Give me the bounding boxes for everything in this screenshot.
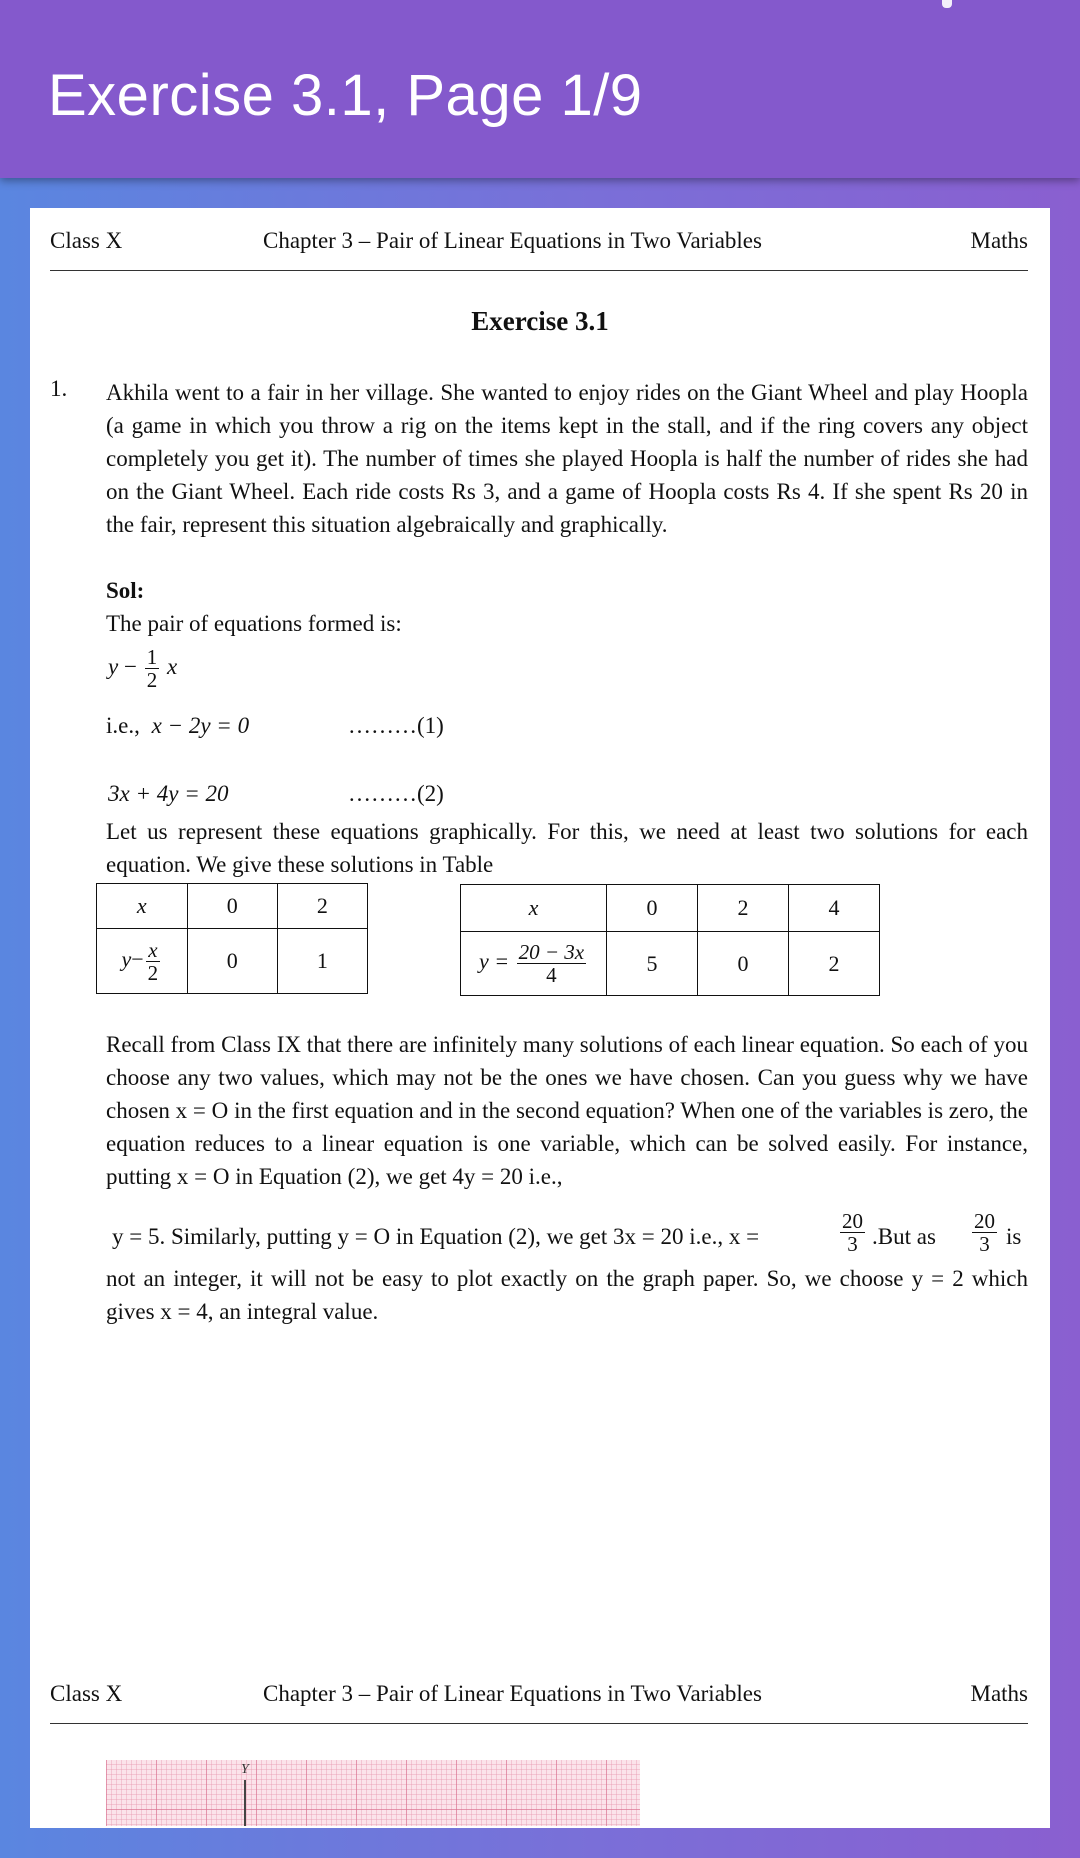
eq0-denominator: 2 bbox=[146, 668, 158, 692]
eq2-tag: ………(2) bbox=[348, 781, 444, 806]
as-frac-den: 3 bbox=[979, 1232, 990, 1256]
graph-axis-label: Y bbox=[241, 1762, 249, 1777]
equation-0: y − $\frac{1}{2}$ x bbox=[108, 645, 178, 692]
table2-frac-den: 4 bbox=[546, 963, 557, 987]
equation-2: 3x + 4y = 20 bbox=[108, 781, 229, 806]
table1-fraction bbox=[146, 939, 161, 984]
footer-class: Class X bbox=[50, 1681, 123, 1706]
as-fraction bbox=[972, 1210, 997, 1255]
table2-fraction bbox=[517, 941, 587, 986]
footer-subject: Maths bbox=[970, 1681, 1028, 1706]
x-fraction bbox=[840, 1210, 865, 1255]
question-number: 1. bbox=[50, 376, 68, 401]
page-header bbox=[50, 228, 1028, 258]
header-divider bbox=[50, 270, 1028, 271]
table2-row1-head: x bbox=[461, 885, 607, 932]
table2-y: y = bbox=[478, 948, 510, 974]
solution-label: Sol: bbox=[106, 578, 145, 603]
similarly-a: y = 5. Similarly, putting y = O in Equation (2), we get 3x = 20 i.e., x = bbox=[112, 1224, 760, 1249]
status-bar-indicator bbox=[942, 0, 952, 8]
table2-cell: 0 bbox=[698, 932, 789, 996]
eq0-fraction bbox=[145, 646, 160, 691]
graph-y-axis bbox=[244, 1780, 246, 1826]
table1-row2-head: y− $\frac{x}{2}$ bbox=[97, 929, 188, 994]
table1-y: y bbox=[121, 946, 132, 972]
similarly-b: .But as bbox=[872, 1224, 936, 1249]
table2-row2-head bbox=[461, 932, 607, 996]
header-subject: Maths bbox=[970, 228, 1028, 253]
page-footer bbox=[50, 1681, 1028, 1711]
app-bar-title: Exercise 3.1, Page 1/9 bbox=[48, 63, 643, 128]
table2-cell: 4 bbox=[788, 885, 879, 932]
table1-frac-num: x bbox=[146, 939, 161, 962]
header-chapter: Chapter 3 – Pair of Linear Equations in Two Variables bbox=[263, 228, 762, 253]
as-frac-num: 20 bbox=[974, 1209, 995, 1233]
solution-table-2 bbox=[460, 884, 880, 996]
table1-cell: 2 bbox=[277, 884, 367, 929]
similarly-line bbox=[112, 1210, 1028, 1260]
table1-row1-head: x bbox=[97, 884, 188, 929]
table1-cell: 1 bbox=[277, 929, 367, 994]
table2-cell: 2 bbox=[788, 932, 879, 996]
x-frac-num: 20 bbox=[842, 1209, 863, 1233]
table2-cell: 2 bbox=[698, 885, 789, 932]
table1-frac-den: 2 bbox=[147, 960, 159, 985]
solution-table-1 bbox=[96, 883, 368, 994]
table1-cell: 0 bbox=[187, 929, 277, 994]
footer-chapter: Chapter 3 – Pair of Linear Equations in Two Variables bbox=[263, 1681, 762, 1706]
table2-cell: 0 bbox=[607, 885, 698, 932]
app-bar bbox=[0, 0, 1080, 178]
recall-text: Recall from Class IX that there are infinitely many solutions of each linear equation. So each of you choose any two values, which may not be the ones we have chosen. Can you guess why we have chosen x = O in the first equation and in the second equation? When one of the variables is zero, the equation reduces to a linear equation is one variable, which can be solved easily. For instance, putting x = O in Equation (2), we get 4y = 20 i.e., bbox=[106, 1032, 1028, 1189]
footer-divider bbox=[50, 1723, 1028, 1724]
graph-paper bbox=[106, 1760, 640, 1826]
conclusion-text: not an integer, it will not be easy to plot exactly on the graph paper. So, we choose y = 2 which gives x = 4, an integral value. bbox=[106, 1266, 1028, 1324]
table2-cell: 5 bbox=[607, 932, 698, 996]
represent-text: Let us represent these equations graphically. For this, we need at least two solutions for each equation. We give these solutions in Table bbox=[106, 819, 1028, 877]
eq1-tag: ………(1) bbox=[348, 713, 444, 738]
eq0-var: x bbox=[166, 653, 178, 679]
table2-frac-num: 20 − 3x bbox=[518, 940, 585, 964]
solution-intro: The pair of equations formed is: bbox=[106, 611, 402, 636]
table1-cell: 0 bbox=[187, 884, 277, 929]
question-text: Akhila went to a fair in her village. She wanted to enjoy rides on the Giant Wheel and play Hoopla (a game in which you throw a rig on the items kept in the stall, and if the ring covers any object completely you get it). The number of times she played Hoopla is half the number of rides she had on the Giant Wheel. Each ride costs Rs 3, and a game of Hoopla costs Rs 4. If she spent Rs 20 in the fair, represent this situation algebraically and graphically. bbox=[106, 380, 1028, 537]
exercise-title: Exercise 3.1 bbox=[471, 306, 609, 336]
eq1-text: x − 2y = 0 bbox=[151, 713, 250, 738]
eq0-lhs: y bbox=[108, 653, 119, 679]
pdf-page[interactable] bbox=[30, 208, 1050, 1828]
eq0-numerator: 1 bbox=[146, 645, 158, 669]
x-frac-den: 3 bbox=[847, 1232, 858, 1256]
similarly-c: is bbox=[1006, 1224, 1022, 1249]
eq1-prefix: i.e., bbox=[106, 713, 140, 738]
equation-1 bbox=[106, 713, 249, 739]
header-class: Class X bbox=[50, 228, 123, 253]
